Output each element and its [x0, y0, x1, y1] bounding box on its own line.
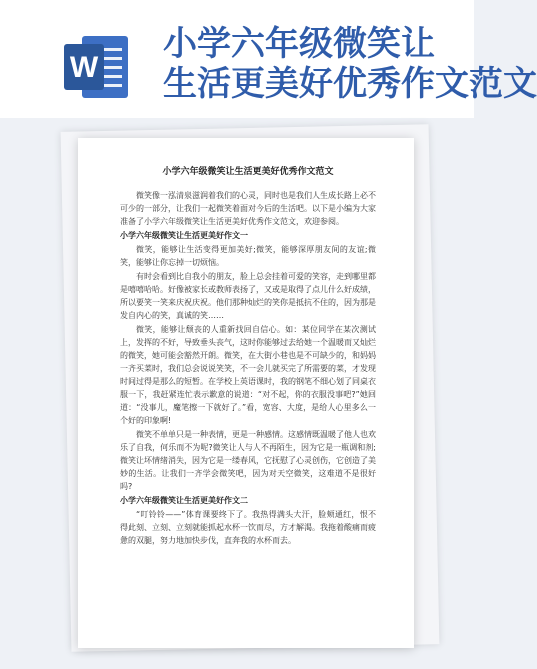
word-icon-letter: W [69, 51, 99, 84]
word-document-icon [60, 30, 134, 104]
paragraph-5: “叮铃铃——”体育课要终下了。我热得满头大汗，脸颊通红，恨不得此刻、立刻、立刻就能抓起水杯一饮而尽，方才解渴。我拖着酸痛而疲惫的双腿，努力地加快步伐，直奔我的水杯而去。 [120, 510, 376, 545]
banner-title-line-1: 小学六年级微笑让 [163, 24, 435, 64]
paragraph-1: 微笑，能够让生活变得更加美好;微笑，能够深厚朋友间的友谊;微笑，能够让你忘掉一切烦恼。 [120, 245, 376, 267]
intro-paragraph: 微笑像一泓清泉滋润着我们的心灵，同时也是我们人生成长路上必不可少的一部分，让我们一起微笑着面对今后的生活吧。以下是小编为大家准备了小学六年级微笑让生活更美好优秀作文范文，欢迎参阅。 [120, 191, 376, 226]
document-page [78, 138, 414, 648]
paragraph-3: 微笑，能够让颓丧的人重新找回自信心。如：某位同学在某次测试上，发挥的不好，导致垂头丧气，这时你能够过去给她一个温暖而又灿烂的微笑，她可能会豁然开朗。微笑，在大街小巷也是不可缺少的，和妈妈一齐买菜时，我们总会说说笑笑，不一会儿就买完了所需要的菜，才发现时间过得是那么的短暂。在学校上英语课时，我的钢笔不细心划了同桌衣服一下，我赶紧连忙表示歉意的说道：“对不起，你的衣服没事吧?”她回道：“没事儿，魔笔擦一下就好了。”看，宽容、大度，是给人心里多么一个好的印象啊! [120, 325, 376, 425]
paragraph-4: 微笑不单单只是一种表情，更是一种感情。这感情既温暖了他人也欢乐了自我，何乐而不为呢?微笑让人与人不再陌生，因为它是一瓶调和剂;微笑让坏情绪消失，因为它是一缕春风，它抚慰了心灵创伤，它创造了美妙的生活。让我们一齐学会微笑吧，因为对天空微笑，这难道不是很好吗? [120, 430, 376, 491]
banner-header [0, 0, 537, 118]
banner-title-line-2: 生活更美好优秀作文范文 [163, 64, 537, 104]
document-title: 小学六年级微笑让生活更美好优秀作文范文 [162, 167, 334, 177]
section-heading-1: 小学六年级微笑让生活更美好作文一 [120, 231, 248, 240]
document-body [120, 166, 376, 548]
section-heading-2: 小学六年级微笑让生活更美好作文二 [120, 496, 248, 505]
paragraph-2: 有时会看到比自我小的朋友，脸上总会挂着可爱的笑容，走到哪里都是嘻嘻哈哈。好像被家长或教师表扬了，又或是取得了点儿什么好成绩，所以要笑一笑来庆祝庆祝。他们那种灿烂的笑你是抵抗不住的，因为那是发自内心的笑，真诚的笑…… [120, 272, 376, 320]
